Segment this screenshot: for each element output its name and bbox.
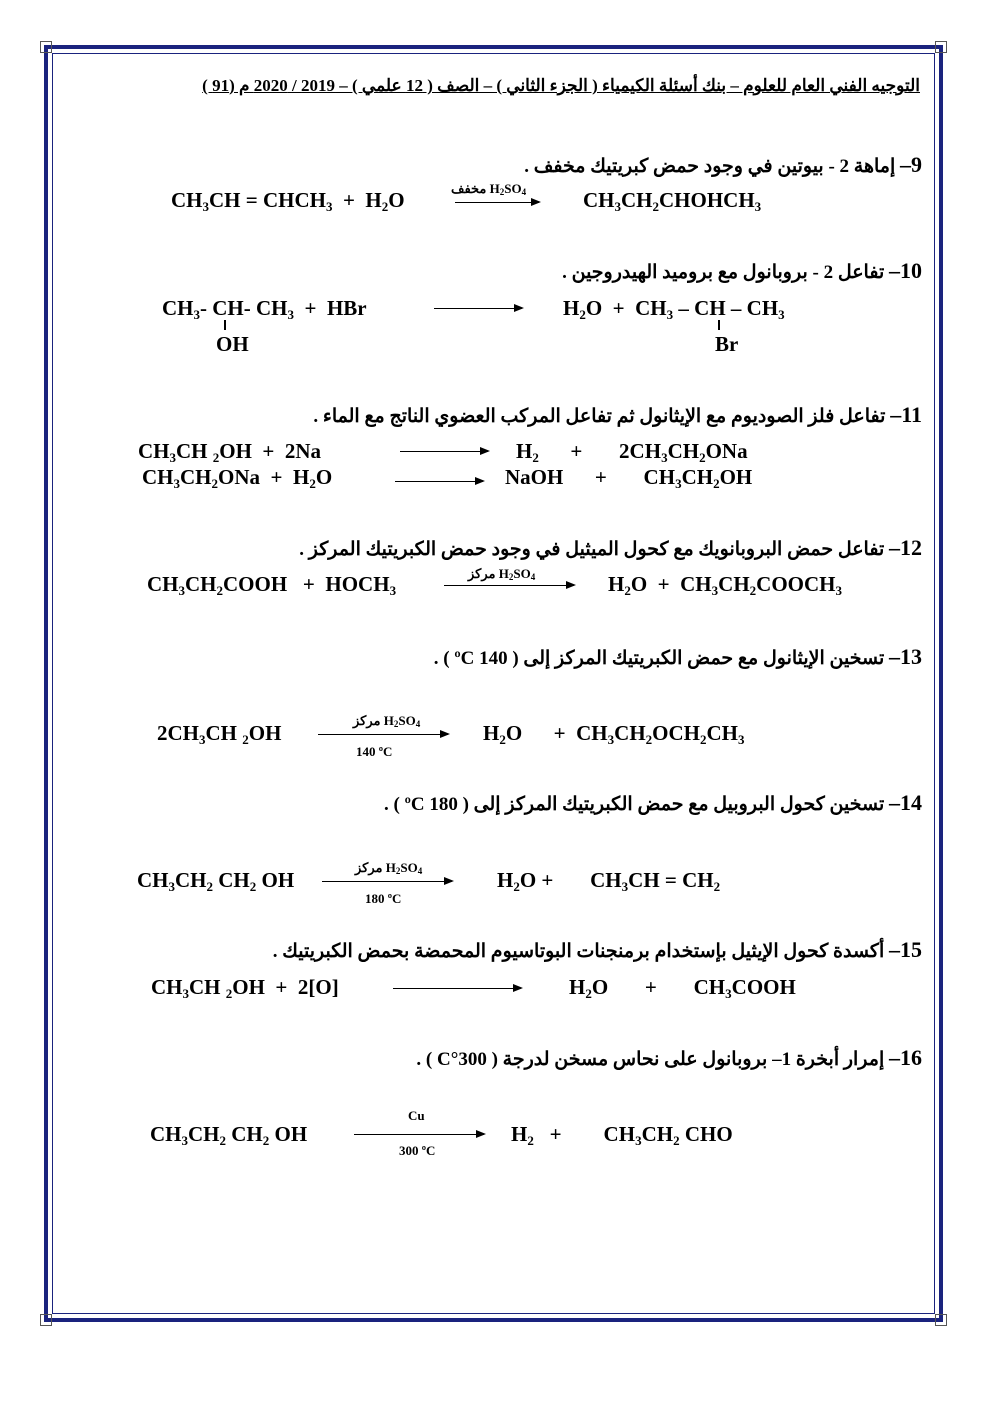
question-11 [313,402,922,428]
question-number: 9– [900,152,922,177]
catalyst-label: مخفف $H_2SO_4$ [451,181,527,197]
reaction-arrow [400,451,488,452]
catalyst-label: Cu [408,1108,425,1123]
equation-10-products: $H_2O + CH_3$ – CH – $CH_3$ [563,296,785,322]
question-text: أكسدة كحول الإيثيل بإستخدام برمنجنات البوتاسيوم المحمضة بحمض الكبريتيك . [272,941,885,962]
question-14 [384,790,922,816]
hydroxyl-group: OH [216,332,249,356]
bromine-group: Br [715,332,739,356]
question-number: 11– [890,402,922,427]
question-number: 12– [889,535,922,560]
reaction-arrow [444,585,574,586]
conc-label: مركز [355,860,383,875]
equation-11b-reactants: $CH_3CH_2ONa + H_2O$ [142,465,333,491]
reaction-arrow [395,481,483,482]
question-13 [434,644,922,670]
temperature-label: 140 ºC [356,744,393,759]
catalyst-label: مركز $H_2SO_4$ [468,566,536,582]
temperature-label: 300 ºC [399,1143,436,1158]
question-15 [273,937,922,963]
reaction-arrow [354,1134,484,1135]
bond-line [224,320,226,330]
equation-15-reactants: $CH_3CH$ $_2$OH + 2[O] [151,975,339,1001]
question-number: 13– [889,644,922,669]
question-text: إمرار أبخرة 1– بروبانول على نحاس مسخن لدرجة ( 300°C ) . [416,1049,885,1070]
page-header: التوجيه الفني العام للعلوم – بنك أسئلة الكيمياء ( الجزء الثاني ) – الصف ( 12 علمي ) – 2019 / 2020 م (91 ) [202,76,920,95]
question-number: 15– [889,937,922,962]
corner-ornament [40,1314,52,1326]
catalyst-label: مركز $H_2SO_4$ [353,713,421,729]
equation-9-products: $CH_3CH_2CHOHCH_3$ [583,188,762,214]
equation-13-reactants: $2CH_3CH$ $_2$OH [157,721,282,747]
equation-11a-reactants: $CH_3CH$ $_2$OH + 2Na [138,439,322,465]
question-text: تسخين كحول البروبيل مع حمض الكبريتيك المركز إلى ( 180 ºC ) . [384,794,885,815]
equation-12-reactants: $CH_3CH_2COOH$ + $HOCH_3$ [147,572,397,598]
question-16 [416,1045,922,1071]
question-number: 16– [889,1045,922,1070]
reaction-arrow [434,308,522,309]
corner-ornament [935,41,947,53]
question-10 [562,258,922,284]
dilute-label: مخفف [451,181,487,196]
question-number: 10– [889,258,922,283]
question-number: 14– [889,790,922,815]
question-text: تفاعل حمض البروبانويك مع كحول الميثيل في وجود حمض الكبريتيك المركز . [299,539,885,560]
temperature-label: 180 ºC [365,891,402,906]
conc-label: مركز [353,713,381,728]
question-12 [299,535,922,561]
equation-15-products: $H_2O$ + $CH_3COOH$ [569,975,796,1001]
equation-14-reactants: $CH_3CH_2$ $CH_2$ OH [137,868,295,894]
question-text: تسخين الإيثانول مع حمض الكبريتيك المركز إلى ( 140 ºC ) . [433,648,885,669]
reaction-arrow [318,734,448,735]
equation-11b-products: NaOH + $CH_3CH_2OH$ [505,465,753,491]
bond-line [718,320,720,330]
question-text: تفاعل فلز الصوديوم مع الإيثانول ثم تفاعل المركب العضوي الناتج مع الماء . [313,406,886,427]
equation-13-products: $H_2O$ + $CH_3CH_2OCH_2CH_3$ [483,721,745,747]
corner-ornament [935,1314,947,1326]
conc-label: مركز [468,566,496,581]
reaction-arrow [322,881,452,882]
equation-11a-products: $H_2$ + $2CH_3CH_2ONa$ [516,439,748,465]
question-text: تفاعل 2 - بروبانول مع بروميد الهيدروجين . [562,262,885,283]
equation-9-reactants: $CH_3CH$ = $CHCH_3 + H_2O$ [171,188,405,214]
equation-12-products: $H_2O$ + $CH_3CH_2COOCH_3$ [608,572,842,598]
reaction-arrow [455,202,539,203]
corner-ornament [40,41,52,53]
reaction-arrow [393,988,521,989]
equation-16-reactants: $CH_3CH_2$ $CH_2$ OH [150,1122,308,1148]
equation-10-reactants: $CH_3-$ CH- $CH_3$ + HBr [162,296,367,322]
equation-14-products: $H_2O$ + $CH_3CH = CH_2$ [497,868,721,894]
catalyst-label: مركز $H_2SO_4$ [355,860,423,876]
question-9 [524,152,922,178]
equation-16-products: $H_2$ + $CH_3CH_2$ CHO [511,1122,733,1148]
question-text: إماهة 2 - بيوتين في وجود حمض كبريتيك مخفف . [524,156,896,177]
